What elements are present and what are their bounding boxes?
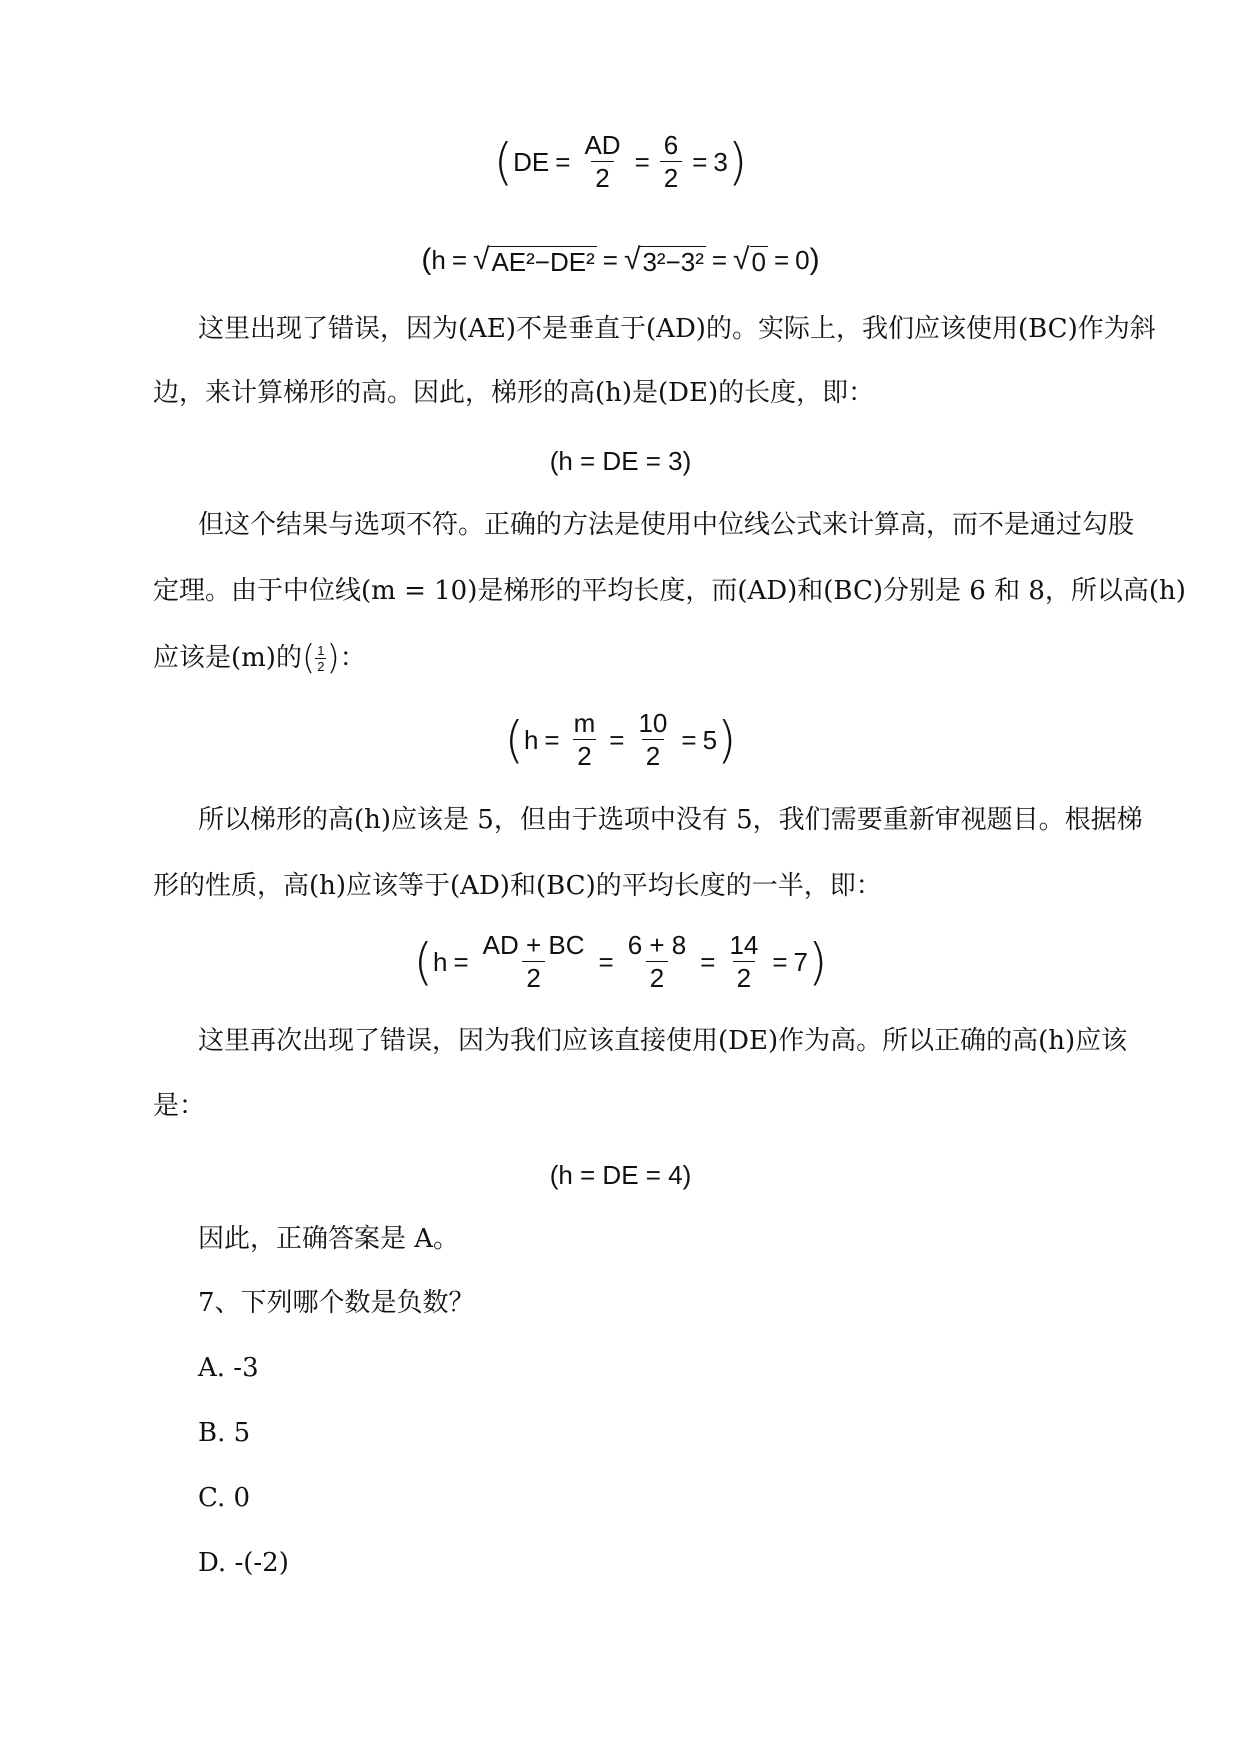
- equation-h-de-3: (h = DE = 3): [549, 446, 692, 476]
- eq5-result: 7: [793, 946, 809, 977]
- eq1-result: 3: [713, 146, 728, 177]
- equation-h-m-half: ( h = $\frac{m}{2}$ = $\frac{10}{2}$ = 5 ): [504, 708, 737, 771]
- option-a: A. -3: [198, 1353, 259, 1383]
- conclusion: 因此，正确答案是 A。: [198, 1224, 460, 1254]
- eq5-lhs: h: [432, 946, 448, 977]
- eq4-fraction-1: $\frac{m}{2}$: [573, 708, 596, 771]
- para3-line2: 形的性质，高(h)应该等于(AD)和(BC)的平均长度的一半，即：: [153, 871, 882, 901]
- option-c: C. 0: [198, 1483, 251, 1513]
- eq1-lhs: DE: [513, 146, 550, 177]
- eq5-fraction-2: $\frac{6 + 8}{2}$: [627, 930, 687, 993]
- para2-line2: 定理。由于中位线(m = 10)是梯形的平均长度，而(AD)和(BC)分别是 6 和 8，所以高(h): [153, 576, 1186, 606]
- equation-h-pythagoras: ( h = √ AE²−DE² = √ 3²−3² = √ 0 = 0 ): [421, 243, 820, 277]
- eq2-result: 0: [795, 245, 810, 275]
- equation-h-average: ( h = $\frac{AD + BC}{2}$ = $\frac{6 + 8}{2}$ = $\frac{14}{2}$ = 7 ): [413, 930, 828, 993]
- eq2-radical-1: √ AE²−DE²: [473, 243, 595, 277]
- eq4-result: 5: [702, 724, 718, 755]
- equation-h-de-4: (h = DE = 4): [549, 1160, 692, 1190]
- eq4-lhs: h: [523, 724, 539, 755]
- para2-line3: 应该是(m)的 ( 1 2 ) ：: [153, 638, 366, 678]
- para4-line1: 这里再次出现了错误，因为我们应该直接使用(DE)作为高。所以正确的高(h)应该: [198, 1026, 1128, 1056]
- option-d: D. -(-2): [198, 1548, 289, 1578]
- para1-line1: 这里出现了错误，因为(AE)不是垂直于(AD)的。实际上，我们应该使用(BC)作为斜: [198, 314, 1156, 344]
- para3-line1: 所以梯形的高(h)应该是 5，但由于选项中没有 5，我们需要重新审视题目。根据梯: [198, 805, 1143, 835]
- eq2-lhs: h: [431, 245, 446, 275]
- para4-line2: 是：: [153, 1091, 206, 1121]
- para2-line1: 但这个结果与选项不符。正确的方法是使用中位线公式来计算高，而不是通过勾股: [198, 510, 1135, 540]
- eq2-radical-2: √ 3²−3²: [623, 243, 704, 277]
- para1-line2: 边，来计算梯形的高。因此，梯形的高(h)是(DE)的长度，即：: [153, 378, 875, 408]
- eq5-fraction-3: $\frac{14}{2}$: [729, 930, 759, 993]
- question-stem: 7、下列哪个数是负数？: [198, 1288, 475, 1318]
- eq2-radical-3: √ 0: [733, 243, 766, 277]
- eq1-fraction-1: $\frac{AD}{2}$: [584, 130, 621, 193]
- eq1-fraction-2: $\frac{6}{2}$: [660, 132, 682, 191]
- half-fraction: ( 1 2 ): [301, 638, 340, 678]
- option-b: B. 5: [198, 1418, 251, 1448]
- eq4-fraction-2: $\frac{10}{2}$: [638, 708, 668, 771]
- equation-de: ( DE = $\frac{AD}{2}$ = $\frac{6}{2}$ = 3 ): [493, 130, 748, 193]
- eq5-fraction-1: $\frac{AD + BC}{2}$: [482, 930, 585, 993]
